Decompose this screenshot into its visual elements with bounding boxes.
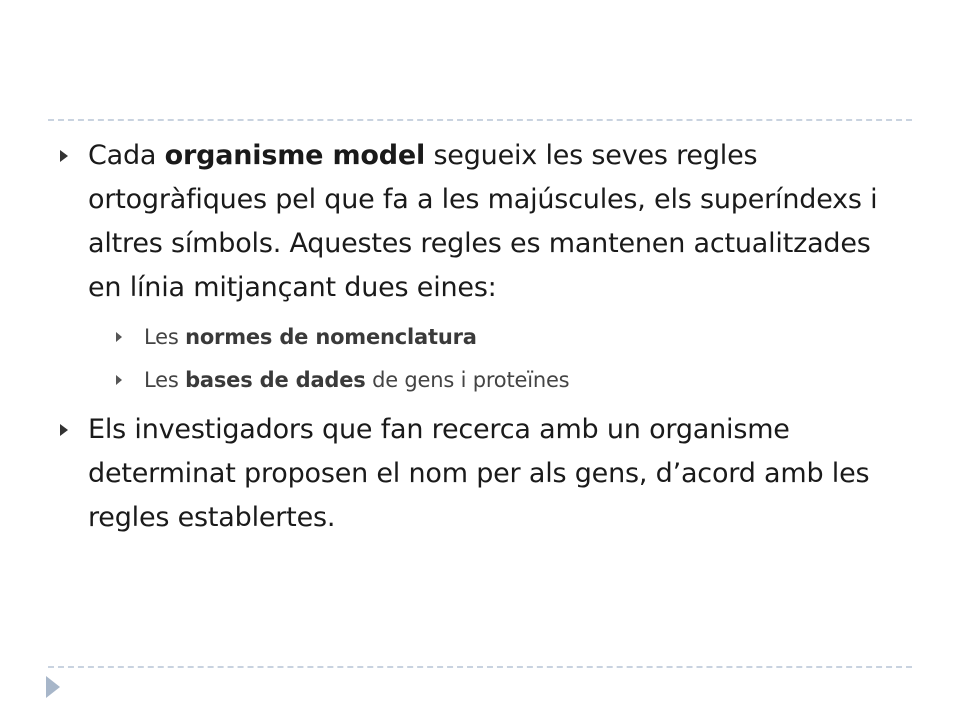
bullet-investigadors (60, 408, 910, 540)
sub-list (88, 316, 910, 402)
bullet-text: Els investigadors que fan recerca amb un organisme determinat proposen el nom per als gens, d’acord amb les regles establertes. (88, 414, 870, 533)
sub-text-post: de gens i proteïnes (365, 368, 570, 392)
slide-content (60, 134, 910, 540)
bullet-text-pre: Cada (88, 140, 165, 171)
sub-text-bold: normes de nomenclatura (185, 325, 477, 349)
bullet-text-bold: organisme model (164, 140, 426, 171)
sub-item-bases (88, 359, 910, 402)
bullet-text-post: segueix les seves regles ortogràfiques pel que fa a les majúscules, els superíndexs i altres símbols. Aquestes regles es mantenen actualitzades en línia mitjançant dues eines: (88, 140, 878, 303)
triangle-right-icon (116, 375, 122, 385)
sub-text-pre: Les (144, 325, 186, 349)
bullet-organisme-model (60, 134, 910, 402)
bottom-divider (48, 666, 912, 668)
sub-text-bold: bases de dades (185, 368, 366, 392)
sub-item-normes (88, 316, 910, 359)
triangle-right-icon (60, 424, 68, 436)
top-divider (48, 119, 912, 121)
triangle-right-icon (60, 150, 68, 162)
sub-text-pre: Les (144, 368, 186, 392)
next-slide-icon[interactable] (46, 676, 60, 698)
triangle-right-icon (116, 332, 122, 342)
